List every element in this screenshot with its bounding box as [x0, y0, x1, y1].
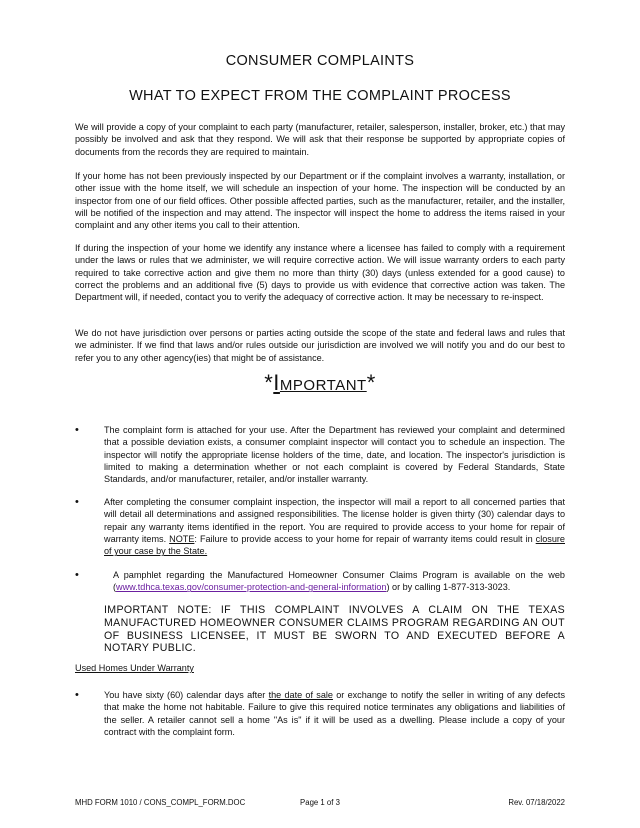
important-heading: [0, 370, 640, 396]
used-homes-heading: Used Homes Under Warranty: [75, 663, 194, 673]
paragraph-corrective-action: If during the inspection of your home we identify any instance where a licensee has failed to comply with a requirement under the laws or rules that we administer, we will require corrective action. We will issue warranty orders to each party required to take corrective action and give them no more than thirty (30) days (unless extended for a good cause) to correct the problems and an additional five (5) days to provide us with evidence that corrective action was taken. The Department will, if needed, contact you to verify the adequacy of corrective action. It may be necessary to re-inspect.: [75, 243, 565, 303]
important-note-notary: IMPORTANT NOTE: IF THIS COMPLAINT INVOLVES A CLAIM ON THE TEXAS MANUFACTURED HOMEOWNER CONSUMER CLAIMS PROGRAM REGARDING AN OUT OF BUSINESS LICENSEE, IT MUST BE SWORN TO AND EXECUTED BEFORE A NOTARY PUBLIC.: [104, 604, 565, 655]
important-star-left: *: [264, 370, 274, 395]
bullet-dot: •: [75, 496, 79, 508]
important-first-letter: I: [273, 370, 280, 395]
document-page: CONSUMER COMPLAINTS WHAT TO EXPECT FROM THE COMPLAINT PROCESS We will provide a copy of your complaint to each party (manufacturer, retailer, salesperson, installer, broker, etc.) that may possibly be involved and ask that they respond. We will ask that their response be supported by appropriate copies of documents from the records they are required to maintain. If your home has not been previously inspected by our Department or if the complaint involves a warranty, installation, or other issue with the home itself, we will schedule an inspection of your home. The inspection will be conducted by an inspector from one of our field offices. Other possible affected parties, such as the manufacturer, retailer, and the installer, will be notified of the inspection and may attend. The inspector will inspect the home to address the items raised in your complaint and any other items you call to their attention. If during the inspection of your home we identify any instance where a licensee has failed to comply with a requirement under the laws or rules that we administer, we will require corrective action. We will issue warranty orders to each party required to take corrective action and give them no more than thirty (30) days (unless extended for a good cause) to correct the problems and an additional five (5) days to provide us with evidence that corrective action was taken. The Department will, if needed, contact you to verify the adequacy of corrective action. It may be necessary to re-inspect. We do not have jurisdiction over persons or parties acting outside the scope of the state and federal laws and rules that we administer. If we find that laws and/or rules outside our jurisdiction are involved we will notify you and do our best to refer you to any other agency(ies) that might be of assistance. *IMPORTANT* • The complaint form is attached for your use. After the Department has reviewed your complaint and determined that a possible deviation exists, a consumer complaint inspector will contact you to schedule an inspection. The inspector will notify the appropriate license holders of the time, date, and location. The inspector's jurisdiction is limited to making a determination whether or not each complaint is covered by Federal Standards, State Standards, and/or manufacturer, retailer, and/or installer warranty. • After completing the consumer complaint inspection, the inspector will mail a report to all concerned parties that will detail all determinations and assigned responsibilities. The license holder is given thirty (30) calendar days to repair any warranty items identified in the report. You are required to provide access to your home for repair of warranty items. NOTE: Failure to provide access to your home for repair of warranty items could result in closure of your case by the State. • A pamphlet regarding the Manufactured Homeowner Consumer Claims Program is available on the web (www.tdhca.texas.gov/consumer-protection-and-general-information) or by calling 1-877-313-3023. IMPORTANT NOTE: IF THIS COMPLAINT INVOLVES A CLAIM ON THE TEXAS MANUFACTURED HOMEOWNER CONSUMER CLAIMS PROGRAM REGARDING AN OUT OF BUSINESS LICENSEE, IT MUST BE SWORN TO AND EXECUTED BEFORE A NOTARY PUBLIC. Used Homes Under Warranty • You have sixty (60) calendar days after the date of sale or exchange to notify the seller in writing of any defects that make the home not habitable. Failure to give this required notice terminates any obligations and liabilities of the seller. A retailer cannot sell a home "As is" if it will be used as a dwelling. Please include a copy of your contract with the complaint form. MHD FORM 1010 / CONS_COMPL_FORM.DOC Page 1 of 3 Rev. 07/18/2022: [0, 0, 640, 828]
closure-of-case-text: closure of your case by the State.: [104, 533, 565, 557]
document-subtitle: WHAT TO EXPECT FROM THE COMPLAINT PROCESS: [129, 88, 511, 104]
note-label: NOTE: [169, 533, 195, 544]
tdhca-website-link[interactable]: www.tdhca.texas.gov/consumer-protection-and-general-information: [116, 582, 387, 593]
important-star-right: *: [366, 370, 376, 395]
date-of-sale-text: the date of sale: [268, 690, 333, 700]
important-rest: MPORTANT: [279, 377, 367, 394]
paragraph-copy-to-parties: We will provide a copy of your complaint to each party (manufacturer, retailer, salesperson, installer, broker, etc.) that may possibly be involved and ask that they respond. We will ask that their response be supported by appropriate copies of documents from the records they are required to maintain.: [75, 122, 565, 157]
bullet-dot: •: [75, 424, 79, 436]
paragraph-inspection: If your home has not been previously inspected by our Department or if the complaint involves a warranty, installation, or other issue with the home itself, we will schedule an inspection of your home. The inspection will be conducted by an inspector from one of our field offices. Other possible affected parties, such as the manufacturer, retailer, and the installer, will be notified of the inspection and may attend. The inspector will inspect the home to address the items raised in your complaint and any other items you call to their attention.: [75, 171, 565, 231]
bullet-dot: •: [75, 689, 79, 701]
bullet-dot: •: [75, 569, 79, 581]
footer-page-number: Page 1 of 3: [300, 798, 340, 807]
paragraph-jurisdiction: We do not have jurisdiction over persons or parties acting outside the scope of the state and federal laws and rules that we administer. If we find that laws and/or rules outside our jurisdiction are involved we will notify you and do our best to refer you to any other agency(ies) that might be of assistance.: [75, 328, 565, 363]
document-title: CONSUMER COMPLAINTS: [225, 53, 415, 69]
footer-form-id: MHD FORM 1010 / CONS_COMPL_FORM.DOC: [75, 798, 246, 807]
footer-revision-date: Rev. 07/18/2022: [508, 798, 565, 807]
